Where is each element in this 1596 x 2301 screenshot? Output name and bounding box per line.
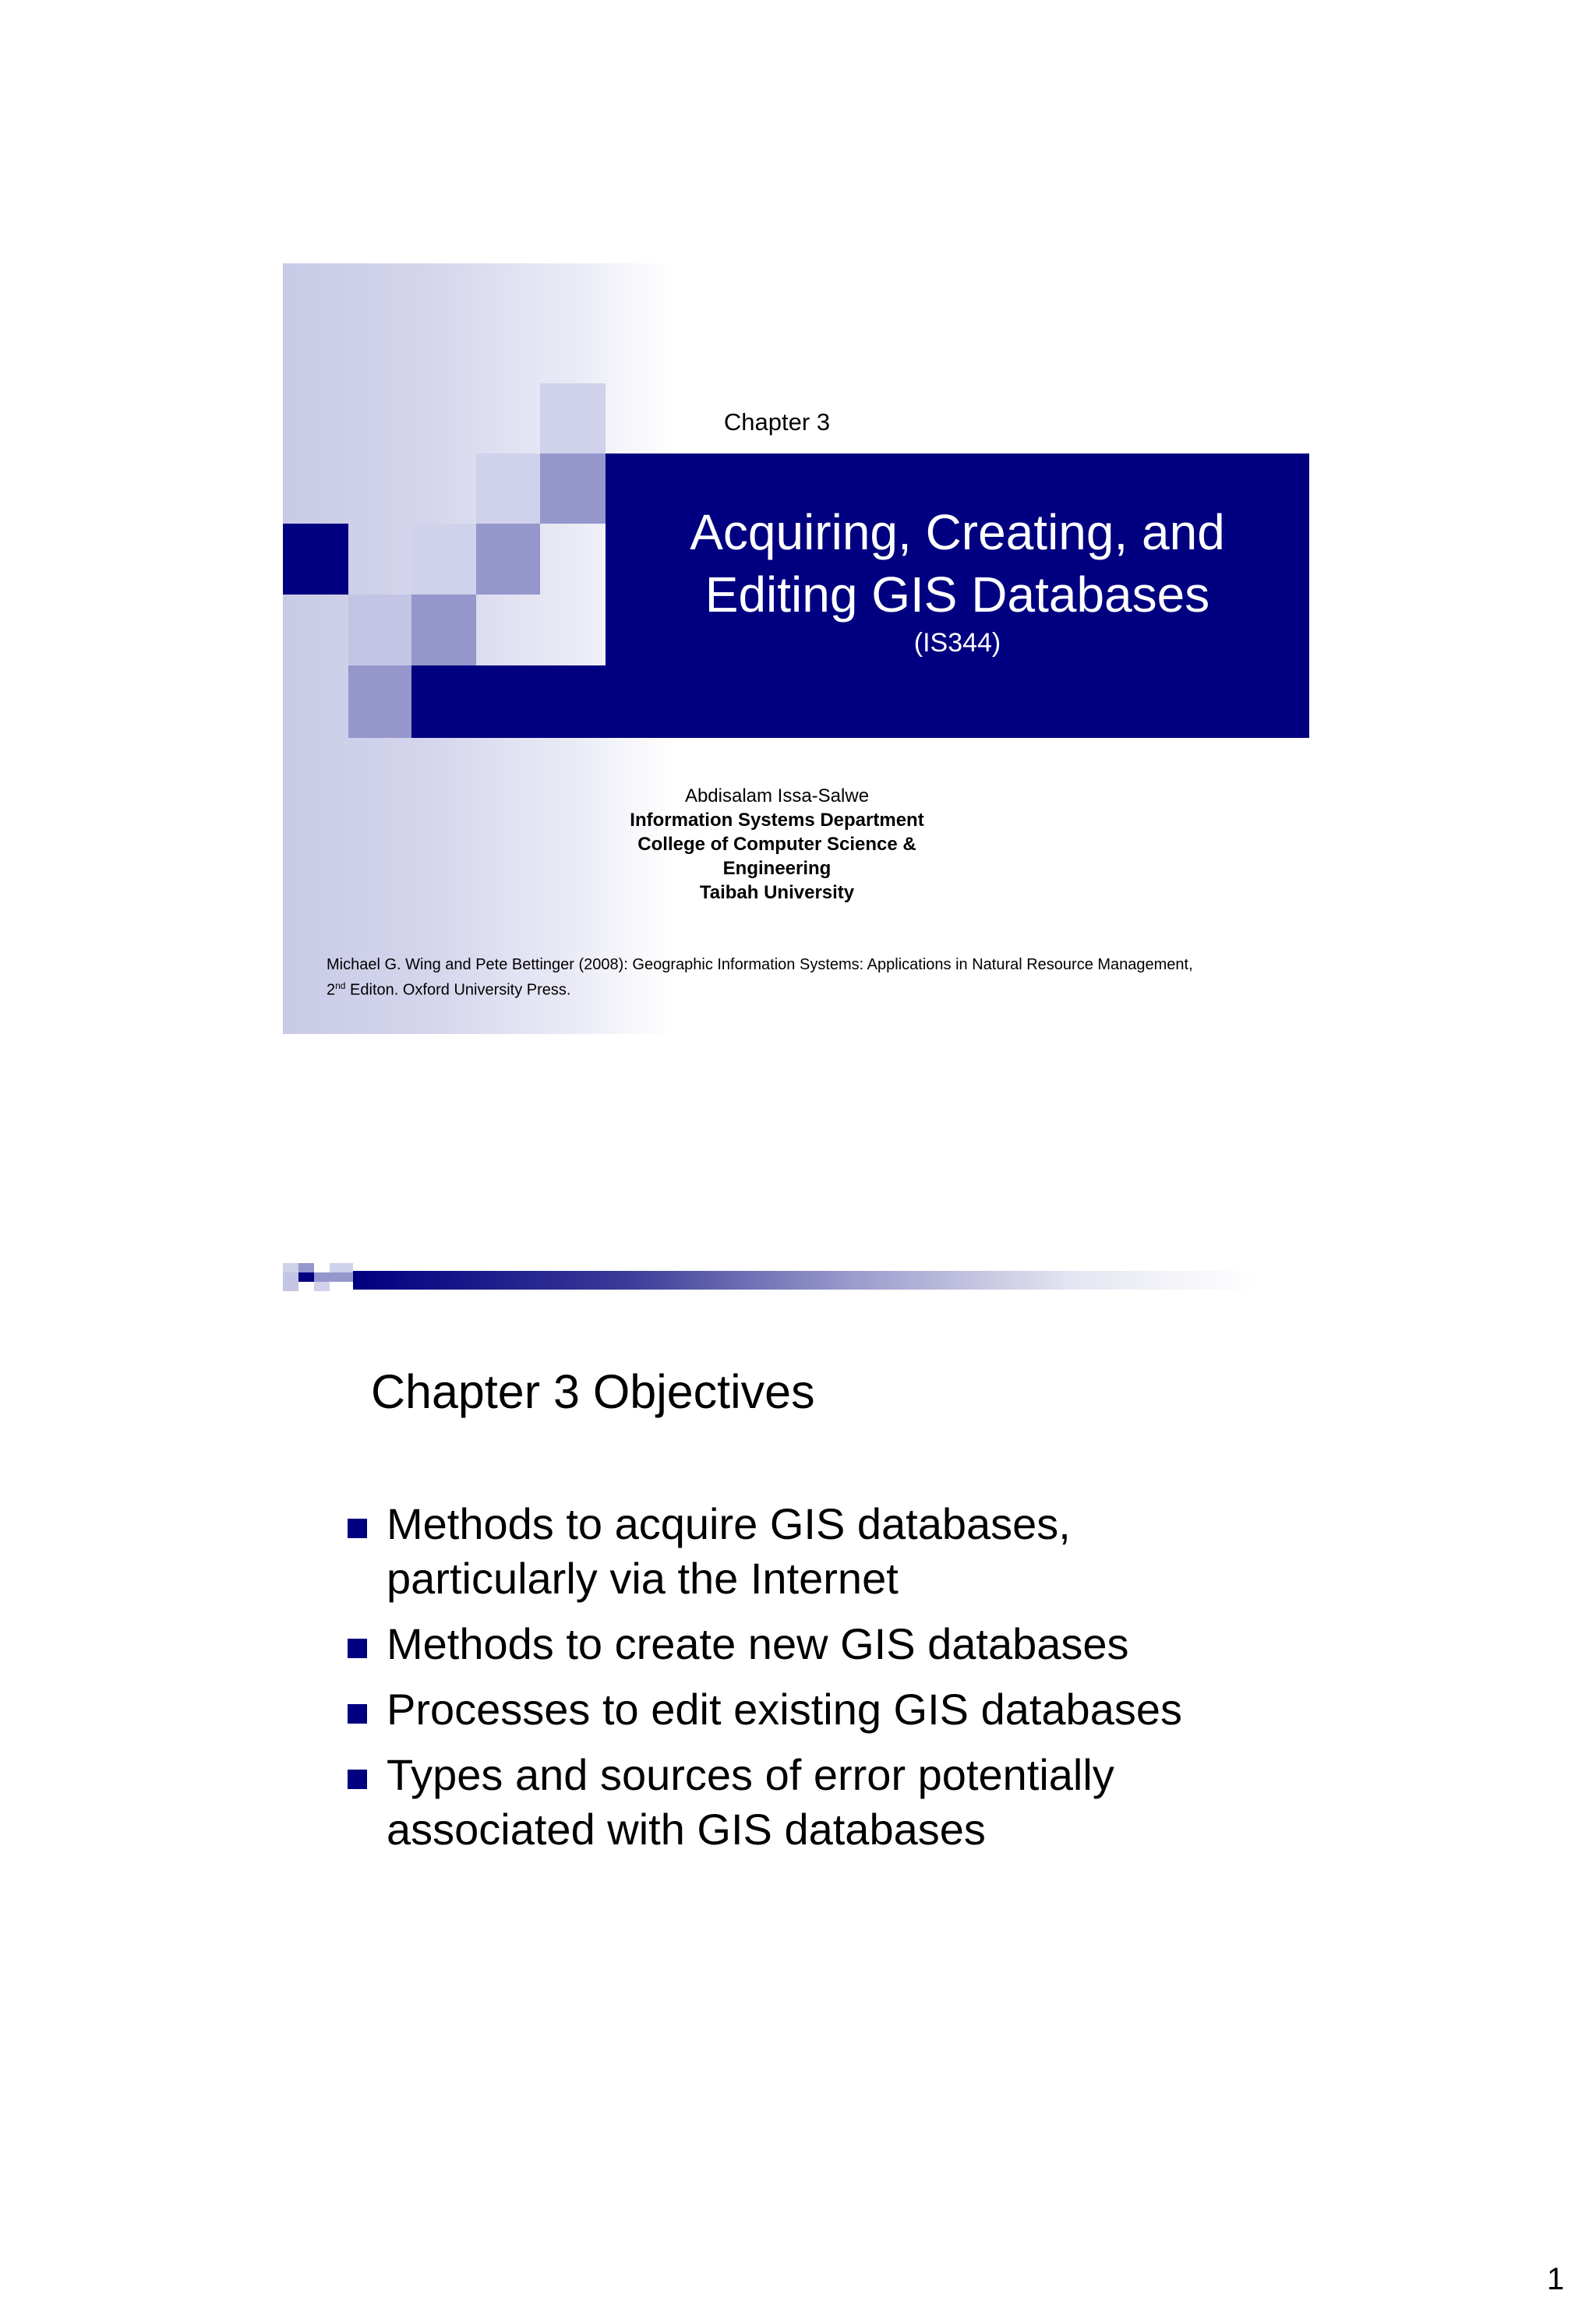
reference-line2 [327,976,1293,1001]
title-band [606,453,1309,738]
header-decor-square [314,1282,330,1291]
decor-square [348,595,411,665]
objectives-title: Chapter 3 Objectives [371,1365,815,1418]
header-decor-square [283,1263,298,1272]
list-item [348,1497,1283,1606]
slide-title-line2: Editing GIS Databases [704,566,1210,623]
header-decor-square [283,1272,298,1291]
list-item [348,1682,1283,1737]
decor-square [476,524,540,595]
edition-suffix: nd [335,980,346,991]
reference-line2-rest: Editon. Oxford University Press. [345,981,571,999]
decor-square [411,595,476,665]
header-decor-square [330,1272,353,1282]
objective-text-line2: particularly via the Internet [387,1554,899,1603]
reference-line1: Michael G. Wing and Pete Bettinger (2008): Geographic Information Systems: Applications in Natural Resource Management, [327,956,1193,973]
slide-title-line1: Acquiring, Creating, and [690,504,1225,560]
list-item [348,1748,1283,1857]
objective-text-line1: Methods to create new GIS databases [387,1619,1129,1668]
objectives-list [348,1497,1283,1868]
university-name: Taibah University [699,882,855,903]
header-decor-square [314,1272,330,1282]
title-slide [283,263,1309,1034]
header-decor-square [330,1263,353,1272]
decor-square [348,665,411,738]
objective-text-line2: associated with GIS databases [387,1805,986,1854]
author-name: Abdisalam Issa-Salwe [684,785,870,806]
college-name: College of Computer Science & Engineering [637,834,916,879]
list-item [348,1617,1283,1671]
decor-square [476,453,540,524]
objective-text-line1: Types and sources of error potentially [387,1750,1114,1799]
header-decor-square [298,1263,314,1272]
objective-text-line1: Methods to acquire GIS databases, [387,1499,1071,1548]
page-number: 1 [1547,2262,1565,2296]
course-code: (IS344) [913,628,1001,658]
chapter-label: Chapter 3 [723,408,831,436]
objective-text-line1: Processes to edit existing GIS databases [387,1685,1182,1734]
edition-number: 2 [327,981,336,999]
author-block [606,784,948,905]
decor-square [411,665,606,738]
square-bullet-icon [348,1704,367,1724]
square-bullet-icon [348,1639,367,1658]
square-bullet-icon [348,1770,367,1789]
department-name: Information Systems Department [630,810,924,831]
header-decor-square [298,1272,314,1282]
objectives-slide [283,1263,1309,2034]
square-bullet-icon [348,1519,367,1538]
decor-square [411,524,476,595]
decor-square [540,383,606,453]
decor-square [283,524,348,595]
header-gradient-bar [353,1271,1257,1290]
decor-square [540,453,606,524]
reference-citation [327,955,1293,1001]
